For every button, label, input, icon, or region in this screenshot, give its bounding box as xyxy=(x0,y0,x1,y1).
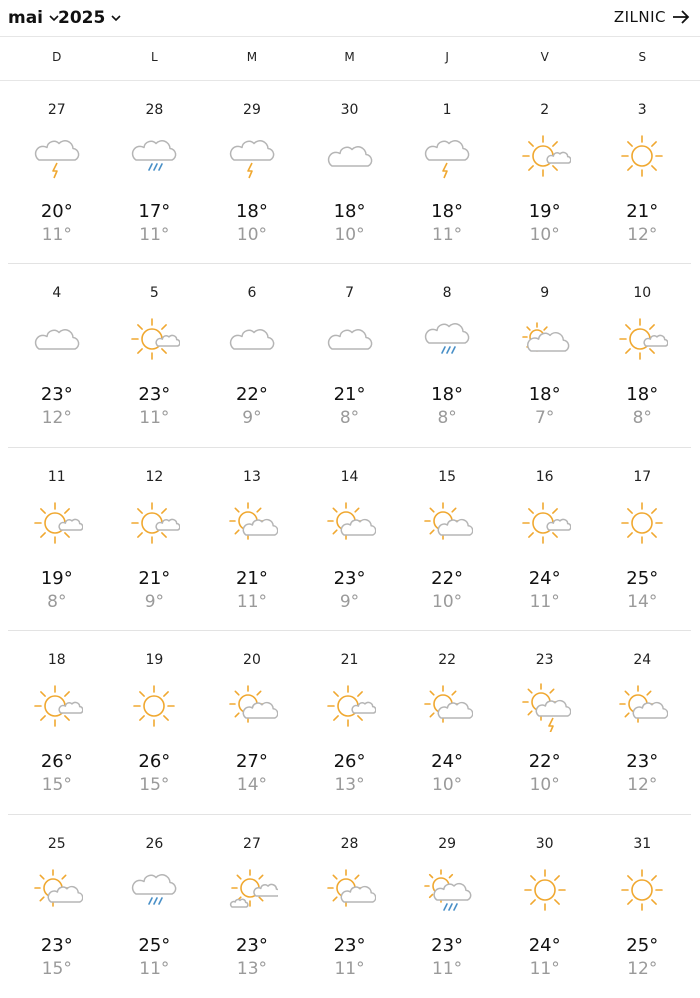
day-cell[interactable] xyxy=(301,264,399,447)
min-temperature: 15° xyxy=(41,959,72,979)
week-row xyxy=(8,81,691,264)
min-temperature: 12° xyxy=(627,225,658,245)
max-temperature: 21° xyxy=(333,384,366,405)
sun-small-cloud-icon xyxy=(128,313,180,365)
max-temperature: 23° xyxy=(40,935,73,956)
day-cell[interactable] xyxy=(8,448,106,631)
day-cell[interactable] xyxy=(8,81,106,264)
day-number: 14 xyxy=(340,469,359,485)
max-temperature: 25° xyxy=(626,568,659,589)
min-temperature: 10° xyxy=(529,775,560,795)
sun-cloud-icon xyxy=(616,680,668,732)
day-number: 29 xyxy=(243,102,261,118)
min-temperature: 12° xyxy=(627,959,658,979)
day-number: 15 xyxy=(438,469,457,485)
sun-small-cloud-icon xyxy=(616,313,668,365)
min-temperature: 11° xyxy=(139,225,170,245)
day-number: 19 xyxy=(145,652,164,668)
day-cell[interactable] xyxy=(496,81,594,264)
min-temperature: 13° xyxy=(334,775,365,795)
min-temperature: 8° xyxy=(47,592,67,612)
min-temperature: 15° xyxy=(139,775,170,795)
day-number: 24 xyxy=(633,652,652,668)
sun-small-cloud-icon xyxy=(31,497,83,549)
day-number: 28 xyxy=(340,836,359,852)
max-temperature: 23° xyxy=(235,935,268,956)
sun-cloud-icon xyxy=(324,864,376,916)
day-cell[interactable] xyxy=(106,815,204,998)
day-cell[interactable] xyxy=(496,448,594,631)
sun-cloud-icon xyxy=(421,497,473,549)
max-temperature: 18° xyxy=(333,201,366,222)
day-cell[interactable] xyxy=(398,631,496,814)
max-temperature: 25° xyxy=(138,935,171,956)
weekday-header-row xyxy=(8,50,691,64)
day-number: 23 xyxy=(535,652,554,668)
min-temperature: 15° xyxy=(41,775,72,795)
cloud-icon xyxy=(324,130,376,182)
daily-view-link[interactable] xyxy=(614,8,690,26)
max-temperature: 23° xyxy=(40,384,73,405)
min-temperature: 12° xyxy=(41,408,72,428)
max-temperature: 26° xyxy=(333,751,366,772)
max-temperature: 21° xyxy=(235,568,268,589)
day-cell[interactable] xyxy=(106,631,204,814)
day-number: 20 xyxy=(243,652,261,668)
day-cell[interactable] xyxy=(301,815,399,998)
day-number: 21 xyxy=(340,652,359,668)
max-temperature: 18° xyxy=(431,201,464,222)
day-cell[interactable] xyxy=(398,81,496,264)
min-temperature: 11° xyxy=(529,959,560,979)
day-cell[interactable] xyxy=(496,631,594,814)
week-row xyxy=(8,815,691,998)
cloud-icon xyxy=(226,313,278,365)
day-number: 25 xyxy=(47,836,66,852)
max-temperature: 22° xyxy=(528,751,561,772)
week-row xyxy=(8,448,691,631)
min-temperature: 11° xyxy=(432,959,463,979)
day-cell[interactable] xyxy=(203,81,301,264)
day-cell[interactable] xyxy=(106,264,204,447)
weekday-label: D xyxy=(52,50,62,64)
day-cell[interactable] xyxy=(398,448,496,631)
day-cell[interactable] xyxy=(203,448,301,631)
day-cell[interactable] xyxy=(398,815,496,998)
sun-cloud-icon xyxy=(226,497,278,549)
weekday-label: L xyxy=(151,50,158,64)
day-number: 2 xyxy=(540,102,550,118)
day-cell[interactable] xyxy=(301,631,399,814)
day-number: 30 xyxy=(535,836,554,852)
day-number: 16 xyxy=(535,469,554,485)
sun-small-cloud-icon xyxy=(128,497,180,549)
day-number: 31 xyxy=(633,836,652,852)
month-label: mai xyxy=(8,8,44,28)
arrow-right-icon xyxy=(672,10,690,24)
day-cell[interactable] xyxy=(496,815,594,998)
day-number: 26 xyxy=(145,836,164,852)
max-temperature: 19° xyxy=(528,201,561,222)
max-temperature: 19° xyxy=(40,568,73,589)
min-temperature: 10° xyxy=(432,592,463,612)
day-number: 8 xyxy=(442,285,452,301)
header-divider xyxy=(0,36,700,37)
sun-cloud-icon xyxy=(324,497,376,549)
max-temperature: 21° xyxy=(626,201,659,222)
min-temperature: 12° xyxy=(627,775,658,795)
min-temperature: 11° xyxy=(334,959,365,979)
cloud-rain-icon xyxy=(128,864,180,916)
year-selector[interactable] xyxy=(58,8,123,28)
min-temperature: 8° xyxy=(339,408,360,428)
day-cell[interactable] xyxy=(203,815,301,998)
max-temperature: 23° xyxy=(138,384,171,405)
chevron-down-icon xyxy=(109,11,123,25)
min-temperature: 14° xyxy=(236,775,268,795)
calendar-header xyxy=(0,0,700,36)
day-number: 12 xyxy=(145,469,164,485)
day-number: 5 xyxy=(149,285,159,301)
day-cell[interactable] xyxy=(106,81,204,264)
sun-cloud-icon xyxy=(31,864,83,916)
day-number: 9 xyxy=(540,285,550,301)
day-number: 27 xyxy=(47,102,66,118)
day-cell[interactable] xyxy=(593,815,691,998)
max-temperature: 27° xyxy=(235,751,268,772)
max-temperature: 24° xyxy=(528,935,561,956)
day-number: 11 xyxy=(47,469,66,485)
min-temperature: 9° xyxy=(144,592,165,612)
weekday-label: S xyxy=(638,50,647,64)
max-temperature: 18° xyxy=(235,201,268,222)
min-temperature: 11° xyxy=(139,408,170,428)
min-temperature: 8° xyxy=(632,408,652,428)
weekday-label: M xyxy=(344,50,355,64)
max-temperature: 18° xyxy=(626,384,659,405)
sun-icon xyxy=(616,864,668,916)
min-temperature: 8° xyxy=(437,408,457,428)
day-cell[interactable] xyxy=(496,264,594,447)
min-temperature: 7° xyxy=(535,408,555,428)
max-temperature: 24° xyxy=(431,751,464,772)
day-number: 27 xyxy=(243,836,261,852)
day-cell[interactable] xyxy=(203,631,301,814)
min-temperature: 13° xyxy=(236,959,268,979)
max-temperature: 18° xyxy=(431,384,464,405)
min-temperature: 9° xyxy=(242,408,262,428)
sun-icon xyxy=(519,864,571,916)
cloud-icon xyxy=(31,313,83,365)
sun-cloud-icon xyxy=(421,680,473,732)
max-temperature: 23° xyxy=(333,935,366,956)
day-cell[interactable] xyxy=(8,631,106,814)
partly-cloudy-icon xyxy=(519,313,571,365)
day-number: 13 xyxy=(243,469,261,485)
max-temperature: 26° xyxy=(138,751,171,772)
min-temperature: 10° xyxy=(236,225,268,245)
min-temperature: 10° xyxy=(529,225,560,245)
cloud-lightning-icon xyxy=(421,130,473,182)
day-cell[interactable] xyxy=(593,631,691,814)
week-row xyxy=(8,631,691,814)
max-temperature: 18° xyxy=(528,384,561,405)
day-number: 6 xyxy=(247,285,257,301)
day-cell[interactable] xyxy=(593,81,691,264)
min-temperature: 11° xyxy=(529,592,560,612)
sun-icon xyxy=(616,497,668,549)
day-number: 18 xyxy=(47,652,66,668)
year-label: 2025 xyxy=(58,8,106,28)
sun-cloud-lightning-icon xyxy=(519,680,571,732)
weekday-label: M xyxy=(246,50,258,64)
max-temperature: 26° xyxy=(40,751,73,772)
day-cell[interactable] xyxy=(593,448,691,631)
max-temperature: 20° xyxy=(40,201,73,222)
day-cell[interactable] xyxy=(8,815,106,998)
day-number: 29 xyxy=(438,836,457,852)
day-number: 10 xyxy=(633,285,652,301)
sun-small-cloud-icon xyxy=(519,130,571,182)
min-temperature: 11° xyxy=(432,225,463,245)
day-cell[interactable] xyxy=(593,264,691,447)
day-number: 7 xyxy=(345,285,354,301)
day-number: 28 xyxy=(145,102,164,118)
max-temperature: 23° xyxy=(431,935,464,956)
sun-icon xyxy=(616,130,668,182)
sun-cloud-icon xyxy=(226,680,278,732)
max-temperature: 23° xyxy=(626,751,659,772)
sun-two-clouds-icon xyxy=(226,864,278,916)
weekday-label: J xyxy=(445,50,449,64)
min-temperature: 11° xyxy=(41,225,72,245)
max-temperature: 22° xyxy=(235,384,268,405)
day-cell[interactable] xyxy=(8,264,106,447)
cloud-rain-icon xyxy=(128,130,180,182)
cloud-lightning-icon xyxy=(226,130,278,182)
day-cell[interactable] xyxy=(203,264,301,447)
max-temperature: 21° xyxy=(138,568,171,589)
min-temperature: 14° xyxy=(627,592,658,612)
sun-small-cloud-icon xyxy=(324,680,376,732)
max-temperature: 17° xyxy=(138,201,171,222)
month-selector[interactable] xyxy=(8,8,61,28)
sun-small-cloud-icon xyxy=(519,497,571,549)
max-temperature: 25° xyxy=(626,935,659,956)
min-temperature: 10° xyxy=(334,225,365,245)
day-number: 22 xyxy=(438,652,457,668)
min-temperature: 10° xyxy=(432,775,463,795)
daily-view-label: ZILNIC xyxy=(613,8,666,26)
min-temperature: 9° xyxy=(339,592,360,612)
max-temperature: 22° xyxy=(431,568,464,589)
max-temperature: 23° xyxy=(333,568,366,589)
max-temperature: 24° xyxy=(528,568,561,589)
cloud-rain-icon xyxy=(421,313,473,365)
min-temperature: 11° xyxy=(236,592,268,612)
cloud-lightning-icon xyxy=(31,130,83,182)
day-number: 4 xyxy=(52,285,62,301)
day-cell[interactable] xyxy=(106,448,204,631)
sun-cloud-rain-icon xyxy=(421,864,473,916)
day-cell[interactable] xyxy=(398,264,496,447)
week-row xyxy=(8,264,691,447)
sun-icon xyxy=(128,680,180,732)
day-number: 1 xyxy=(442,102,452,118)
min-temperature: 11° xyxy=(139,959,170,979)
day-number: 30 xyxy=(340,102,359,118)
day-cell[interactable] xyxy=(301,81,399,264)
sun-small-cloud-icon xyxy=(31,680,83,732)
cloud-icon xyxy=(324,313,376,365)
weekday-label: V xyxy=(540,50,549,64)
day-cell[interactable] xyxy=(301,448,399,631)
day-number: 17 xyxy=(633,469,652,485)
day-number: 3 xyxy=(637,102,647,118)
